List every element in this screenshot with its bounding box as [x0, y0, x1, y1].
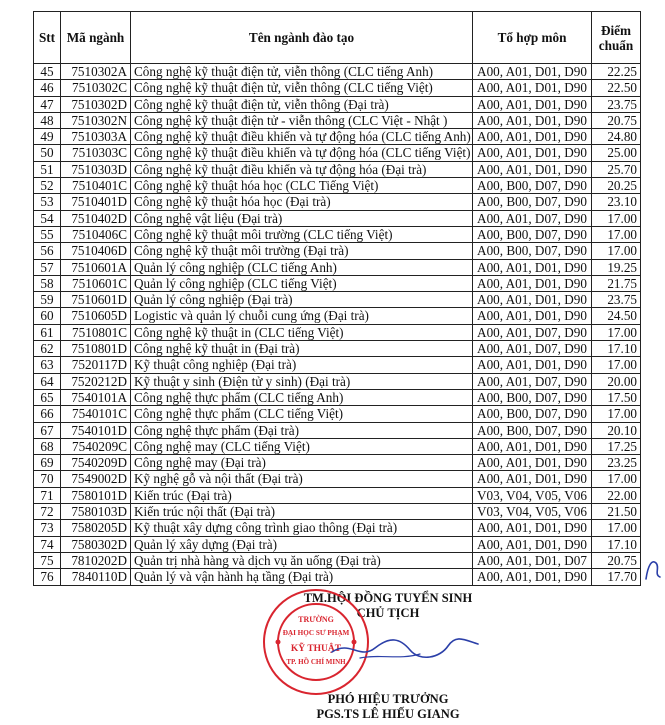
row-stt: 55 — [34, 226, 61, 242]
table-row — [34, 64, 641, 80]
row-code: 7510601C — [61, 275, 131, 291]
row-name: Kỹ nghệ gỗ và nội thất (Đại trà) — [131, 471, 473, 487]
row-combo: A00, A01, D01, D90 — [473, 145, 592, 161]
row-code: 7510401C — [61, 178, 131, 194]
row-score: 17.50 — [592, 389, 641, 405]
row-name: Công nghệ kỹ thuật điện tử, viễn thông (CLC tiếng Anh) — [131, 64, 473, 80]
row-score: 20.00 — [592, 373, 641, 389]
row-name: Công nghệ thực phẩm (Đại trà) — [131, 422, 473, 438]
row-name: Công nghệ kỹ thuật điện tử, viễn thông (CLC tiếng Việt) — [131, 80, 473, 96]
row-name: Công nghệ may (CLC tiếng Việt) — [131, 438, 473, 454]
row-code: 7510406C — [61, 226, 131, 242]
table-row — [34, 406, 641, 422]
table-row — [34, 161, 641, 177]
row-name: Công nghệ kỹ thuật in (CLC tiếng Việt) — [131, 324, 473, 340]
row-stt: 68 — [34, 438, 61, 454]
row-code: 7510401D — [61, 194, 131, 210]
row-stt: 73 — [34, 520, 61, 536]
row-combo: A00, A01, D01, D90 — [473, 308, 592, 324]
row-score: 24.80 — [592, 129, 641, 145]
row-combo: A00, A01, D07, D90 — [473, 210, 592, 226]
row-name: Công nghệ kỹ thuật điều khiển và tự động hóa (CLC tiếng Việt) — [131, 145, 473, 161]
row-stt: 54 — [34, 210, 61, 226]
row-score: 22.00 — [592, 487, 641, 503]
row-score: 17.00 — [592, 243, 641, 259]
row-stt: 60 — [34, 308, 61, 324]
row-score: 17.00 — [592, 406, 641, 422]
table-row — [34, 210, 641, 226]
table-row — [34, 112, 641, 128]
table-row — [34, 194, 641, 210]
seal-text-1: TRƯỜNG — [298, 615, 334, 624]
seal-text-2: ĐẠI HỌC SƯ PHẠM — [282, 629, 350, 637]
row-score: 25.70 — [592, 161, 641, 177]
table-row — [34, 373, 641, 389]
table-row — [34, 569, 641, 585]
row-stt: 56 — [34, 243, 61, 259]
row-stt: 74 — [34, 536, 61, 552]
row-combo: A00, A01, D07, D90 — [473, 341, 592, 357]
row-name: Công nghệ may (Đại trà) — [131, 455, 473, 471]
row-stt: 65 — [34, 389, 61, 405]
row-stt: 69 — [34, 455, 61, 471]
row-score: 20.25 — [592, 178, 641, 194]
row-code: 7510303A — [61, 129, 131, 145]
row-name: Kỹ thuật xây dựng công trình giao thông (Đại trà) — [131, 520, 473, 536]
row-code: 7510302A — [61, 64, 131, 80]
table-row — [34, 96, 641, 112]
table-row — [34, 80, 641, 96]
row-code: 7510601D — [61, 292, 131, 308]
row-combo: A00, B00, D07, D90 — [473, 243, 592, 259]
row-score: 17.00 — [592, 471, 641, 487]
row-name: Kỹ thuật công nghiệp (Đại trà) — [131, 357, 473, 373]
row-combo: V03, V04, V05, V06 — [473, 487, 592, 503]
row-stt: 51 — [34, 161, 61, 177]
row-stt: 61 — [34, 324, 61, 340]
chair-label: CHỦ TỊCH — [356, 606, 420, 620]
row-combo: A00, A01, D07, D90 — [473, 324, 592, 340]
row-code: 7510406D — [61, 243, 131, 259]
row-score: 21.75 — [592, 275, 641, 291]
row-name: Quản lý công nghiệp (Đại trà) — [131, 292, 473, 308]
row-combo: A00, A01, D01, D90 — [473, 129, 592, 145]
table-row — [34, 275, 641, 291]
table-row — [34, 341, 641, 357]
row-combo: A00, A01, D01, D90 — [473, 64, 592, 80]
row-name: Logistic và quản lý chuỗi cung ứng (Đại trà) — [131, 308, 473, 324]
table-row — [34, 455, 641, 471]
row-combo: A00, B00, D07, D90 — [473, 226, 592, 242]
row-combo: A00, A01, D01, D90 — [473, 161, 592, 177]
row-name: Công nghệ kỹ thuật hóa học (Đại trà) — [131, 194, 473, 210]
handwritten-signature — [330, 630, 480, 670]
table-row — [34, 178, 641, 194]
row-score: 17.00 — [592, 520, 641, 536]
row-stt: 50 — [34, 145, 61, 161]
table-row — [34, 259, 641, 275]
row-score: 17.00 — [592, 226, 641, 242]
row-code: 7510801D — [61, 341, 131, 357]
table-row — [34, 145, 641, 161]
table-row — [34, 292, 641, 308]
table-body — [34, 64, 641, 586]
row-stt: 49 — [34, 129, 61, 145]
row-score: 21.50 — [592, 504, 641, 520]
row-name: Công nghệ kỹ thuật môi trường (Đại trà) — [131, 243, 473, 259]
row-code: 7580101D — [61, 487, 131, 503]
row-code: 7810202D — [61, 552, 131, 568]
row-score: 23.25 — [592, 455, 641, 471]
row-combo: A00, B00, D07, D90 — [473, 389, 592, 405]
row-combo: A00, A01, D01, D90 — [473, 438, 592, 454]
row-stt: 63 — [34, 357, 61, 373]
table-row — [34, 520, 641, 536]
table-row — [34, 552, 641, 568]
row-code: 7520117D — [61, 357, 131, 373]
row-name: Công nghệ kỹ thuật điều khiển và tự động hóa (CLC tiếng Anh) — [131, 129, 473, 145]
row-combo: A00, A01, D01, D90 — [473, 96, 592, 112]
row-score: 22.50 — [592, 80, 641, 96]
row-code: 7510402D — [61, 210, 131, 226]
table-row — [34, 389, 641, 405]
row-combo: A00, A01, D01, D90 — [473, 357, 592, 373]
row-stt: 47 — [34, 96, 61, 112]
row-score: 17.70 — [592, 569, 641, 585]
row-code: 7510801C — [61, 324, 131, 340]
row-stt: 48 — [34, 112, 61, 128]
row-combo: A00, A01, D01, D90 — [473, 112, 592, 128]
row-stt: 64 — [34, 373, 61, 389]
row-score: 23.10 — [592, 194, 641, 210]
row-stt: 46 — [34, 80, 61, 96]
row-stt: 76 — [34, 569, 61, 585]
row-name: Công nghệ kỹ thuật hóa học (CLC Tiếng Việt) — [131, 178, 473, 194]
row-combo: A00, A01, D01, D90 — [473, 569, 592, 585]
row-score: 20.10 — [592, 422, 641, 438]
row-score: 17.25 — [592, 438, 641, 454]
row-name: Quản trị nhà hàng và dịch vụ ăn uống (Đại trà) — [131, 552, 473, 568]
row-combo: A00, A01, D01, D90 — [473, 536, 592, 552]
row-code: 7510605D — [61, 308, 131, 324]
header-score: Điểm chuẩn — [592, 12, 641, 64]
row-code: 7510303D — [61, 161, 131, 177]
row-name: Quản lý công nghiệp (CLC tiếng Việt) — [131, 275, 473, 291]
signatory-name: PGS.TS LÊ HIẾU GIANG — [316, 707, 460, 721]
seal-text-3: KỸ THUẬT — [290, 644, 342, 654]
row-stt: 52 — [34, 178, 61, 194]
row-combo: A00, A01, D07, D90 — [473, 373, 592, 389]
row-stt: 57 — [34, 259, 61, 275]
row-name: Công nghệ thực phẩm (CLC tiếng Anh) — [131, 389, 473, 405]
row-stt: 72 — [34, 504, 61, 520]
row-combo: A00, A01, D01, D90 — [473, 80, 592, 96]
row-combo: A00, B00, D07, D90 — [473, 194, 592, 210]
row-code: 7510303C — [61, 145, 131, 161]
table-row — [34, 243, 641, 259]
row-score: 17.00 — [592, 210, 641, 226]
table-row — [34, 471, 641, 487]
row-score: 17.00 — [592, 357, 641, 373]
table-row — [34, 438, 641, 454]
row-score: 23.75 — [592, 292, 641, 308]
row-score: 19.25 — [592, 259, 641, 275]
row-name: Công nghệ vật liệu (Đại trà) — [131, 210, 473, 226]
row-code: 7840110D — [61, 569, 131, 585]
header-stt: Stt — [34, 12, 61, 64]
admission-score-table — [33, 11, 641, 586]
row-combo: V03, V04, V05, V06 — [473, 504, 592, 520]
row-code: 7540209C — [61, 438, 131, 454]
row-name: Công nghệ kỹ thuật điều khiển và tự động hóa (Đại trà) — [131, 161, 473, 177]
table-row — [34, 129, 641, 145]
row-score: 23.75 — [592, 96, 641, 112]
row-name: Công nghệ kỹ thuật điện tử, viễn thông (Đại trà) — [131, 96, 473, 112]
row-combo: A00, B00, D07, D90 — [473, 406, 592, 422]
header-combo: Tổ hợp môn — [473, 12, 592, 64]
row-code: 7540209D — [61, 455, 131, 471]
row-stt: 45 — [34, 64, 61, 80]
row-code: 7549002D — [61, 471, 131, 487]
table-row — [34, 226, 641, 242]
row-code: 7510302C — [61, 80, 131, 96]
row-combo: A00, A01, D01, D90 — [473, 275, 592, 291]
table-row — [34, 536, 641, 552]
row-name: Công nghệ kỹ thuật môi trường (CLC tiếng Việt) — [131, 226, 473, 242]
row-name: Công nghệ thực phẩm (CLC tiếng Việt) — [131, 406, 473, 422]
row-stt: 53 — [34, 194, 61, 210]
row-combo: A00, A01, D01, D90 — [473, 292, 592, 308]
row-code: 7510302D — [61, 96, 131, 112]
row-combo: A00, B00, D07, D90 — [473, 178, 592, 194]
row-stt: 75 — [34, 552, 61, 568]
table-row — [34, 357, 641, 373]
row-combo: A00, A01, D01, D90 — [473, 259, 592, 275]
row-score: 17.10 — [592, 536, 641, 552]
row-stt: 71 — [34, 487, 61, 503]
row-stt: 59 — [34, 292, 61, 308]
row-code: 7540101C — [61, 406, 131, 422]
row-stt: 67 — [34, 422, 61, 438]
row-name: Kiến trúc nội thất (Đại trà) — [131, 504, 473, 520]
table-row — [34, 308, 641, 324]
row-name: Công nghệ kỹ thuật điện tử - viễn thông (CLC Việt - Nhật ) — [131, 112, 473, 128]
row-combo: A00, A01, D01, D90 — [473, 455, 592, 471]
row-combo: A00, A01, D01, D90 — [473, 520, 592, 536]
row-combo: A00, A01, D01, D90 — [473, 471, 592, 487]
row-code: 7540101A — [61, 389, 131, 405]
row-stt: 70 — [34, 471, 61, 487]
row-name: Quản lý xây dựng (Đại trà) — [131, 536, 473, 552]
row-code: 7510601A — [61, 259, 131, 275]
margin-initial-mark — [642, 555, 664, 585]
row-score: 20.75 — [592, 112, 641, 128]
row-score: 25.00 — [592, 145, 641, 161]
row-code: 7580205D — [61, 520, 131, 536]
row-code: 7510302N — [61, 112, 131, 128]
row-code: 7580103D — [61, 504, 131, 520]
table-row — [34, 504, 641, 520]
header-name: Tên ngành đào tạo — [131, 12, 473, 64]
row-score: 20.75 — [592, 552, 641, 568]
row-name: Kỹ thuật y sinh (Điện tử y sinh) (Đại trà) — [131, 373, 473, 389]
row-stt: 62 — [34, 341, 61, 357]
table-header-row — [34, 12, 641, 64]
row-stt: 66 — [34, 406, 61, 422]
row-score: 17.00 — [592, 324, 641, 340]
row-name: Công nghệ kỹ thuật in (Đại trà) — [131, 341, 473, 357]
row-combo: A00, A01, D01, D07 — [473, 552, 592, 568]
row-stt: 58 — [34, 275, 61, 291]
row-name: Quản lý công nghiệp (CLC tiếng Anh) — [131, 259, 473, 275]
row-name: Quản lý và vận hành hạ tầng (Đại trà) — [131, 569, 473, 585]
row-code: 7580302D — [61, 536, 131, 552]
header-code: Mã ngành — [61, 12, 131, 64]
vice-rector-title: PHÓ HIỆU TRƯỞNG — [327, 692, 449, 706]
row-code: 7540101D — [61, 422, 131, 438]
row-combo: A00, B00, D07, D90 — [473, 422, 592, 438]
row-code: 7520212D — [61, 373, 131, 389]
table-row — [34, 324, 641, 340]
row-score: 24.50 — [592, 308, 641, 324]
row-score: 22.25 — [592, 64, 641, 80]
row-score: 17.10 — [592, 341, 641, 357]
council-label: TM.HỘI ĐỒNG TUYỂN SINH — [303, 591, 473, 605]
table-row — [34, 422, 641, 438]
seal-text-4: TP. HỒ CHÍ MINH — [286, 658, 346, 666]
table-row — [34, 487, 641, 503]
row-name: Kiến trúc (Đại trà) — [131, 487, 473, 503]
